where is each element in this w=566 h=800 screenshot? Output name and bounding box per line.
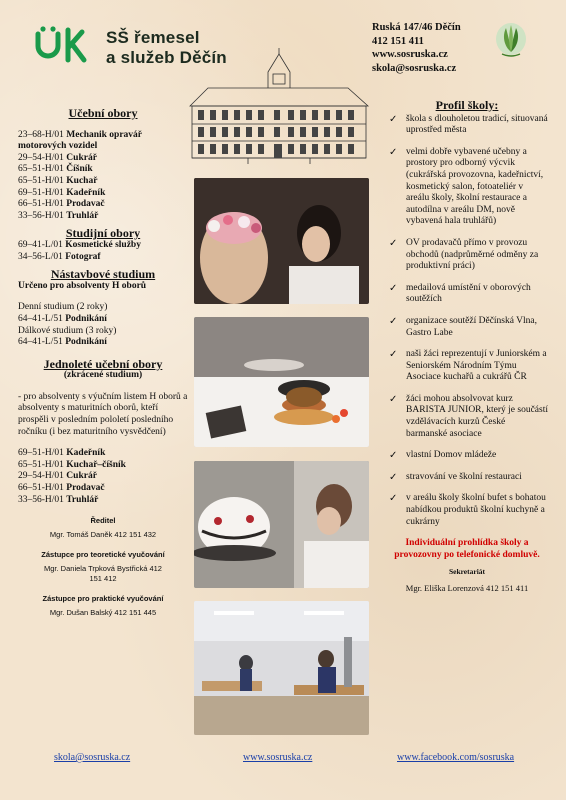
nastavbove-studium-heading: Nástavbové studium bbox=[50, 267, 156, 282]
list-item: 64–41-L/51 Podnikání bbox=[18, 337, 107, 348]
check-icon: ✓ bbox=[389, 146, 398, 158]
reditel-label: Ředitel bbox=[90, 516, 116, 526]
list-item: 64–41-L/51 Podnikání bbox=[18, 313, 107, 324]
check-icon: ✓ bbox=[389, 393, 398, 405]
list-item: ✓ organizace soutěží Děčínská Vlna, Gastro Labe bbox=[389, 315, 538, 338]
school-building-illustration bbox=[188, 48, 370, 164]
check-icon: ✓ bbox=[389, 349, 398, 361]
list-item: 69–51-H/01 Kadeřník bbox=[18, 187, 106, 198]
contact-block bbox=[372, 21, 461, 75]
su-logo-mark-icon bbox=[34, 26, 98, 66]
list-item: 69–41-L/01 Kosmetické služby bbox=[18, 239, 141, 250]
school-name-line2: a služeb Děčín bbox=[106, 48, 227, 67]
sekretariat-label: Sekretariát bbox=[448, 567, 486, 577]
web-link[interactable]: www.sosruska.cz bbox=[372, 49, 448, 60]
list-item: ✓ škola s dlouholetou tradicí, situovaná uprostřed města bbox=[389, 113, 548, 136]
list-item: 65–51-H/01 Kuchař–číšník bbox=[18, 459, 126, 470]
dalkove-studium: Dálkové studium (3 roky) bbox=[18, 325, 117, 336]
footer-email-link[interactable]: skola@sosruska.cz bbox=[54, 752, 131, 763]
list-item: ✓ velmi dobře vybavené učebny a prostory pro odborný výcvik (cukrářská provozovna, kadeřnictví, kosmetický salon, fotoateliér v areálu školy, školní restaurace a autodílna v areálu DM, nově vybavená hala truhlářů) bbox=[389, 146, 544, 227]
check-icon: ✓ bbox=[389, 282, 398, 294]
phone: 412 151 411 bbox=[372, 35, 424, 47]
check-icon: ✓ bbox=[389, 450, 398, 462]
reditel-contact: Mgr. Tomáš Daněk 412 151 432 bbox=[49, 530, 157, 540]
list-item: 69–51-H/01 Kadeřník bbox=[18, 448, 106, 459]
email-link[interactable]: skola@sosruska.cz bbox=[372, 62, 457, 74]
list-item: 33–56-H/01 Truhlář bbox=[18, 210, 99, 221]
photo-cosmetics bbox=[194, 178, 369, 304]
right-column bbox=[386, 100, 548, 593]
list-item: 23–68-H/01 Mechanik opravář motorových vozidel bbox=[18, 129, 143, 152]
list-item: ✓ stravování ve školní restauraci bbox=[389, 471, 522, 483]
tour-notice: Individuální prohlídka školy a provozovny po telefonické domluvě. bbox=[394, 538, 540, 560]
list-item: ✓ vlastní Domov mládeže bbox=[389, 450, 497, 462]
zastupce-teor-label: Zástupce pro teoretické vyučování bbox=[41, 550, 165, 560]
zastupce-prak-label: Zástupce pro praktické vyučování bbox=[42, 594, 164, 604]
jednolete-description: - pro absolventy s výučním listem H oborů a absolventy s maturitních oborů, kteří prospěli v posledním pololetí posledního ročníku (i bez maturitního vysvědčení) bbox=[18, 391, 188, 437]
left-column bbox=[18, 108, 188, 618]
school-name-line1: SŠ řemesel bbox=[106, 28, 200, 47]
studijni-obory-list bbox=[18, 240, 188, 263]
list-item: 66–51-H/01 Prodavač bbox=[18, 483, 105, 494]
check-icon: ✓ bbox=[389, 113, 398, 125]
check-icon: ✓ bbox=[389, 237, 398, 249]
photo-catering bbox=[194, 317, 369, 447]
zastupce-prak-contact: Mgr. Dušan Balský 412 151 445 bbox=[49, 608, 157, 618]
list-item: 65–51-H/01 Číšník bbox=[18, 164, 93, 175]
check-icon: ✓ bbox=[389, 315, 398, 327]
list-item: 34–56-L/01 Fotograf bbox=[18, 251, 101, 262]
jednolete-list bbox=[18, 448, 188, 506]
address: Ruská 147/46 Děčín bbox=[372, 22, 461, 33]
jednolete-heading: Jednoleté učební obory bbox=[43, 356, 163, 371]
list-item: ✓ žáci mohou absolvovat kurz BARISTA JUNIOR, který je součástí vzdělávacích kurzů České barmanské asociace bbox=[389, 393, 548, 439]
list-item: 66–51-H/01 Prodavač bbox=[18, 199, 105, 210]
list-item: 65–51-H/01 Kuchař bbox=[18, 175, 98, 186]
ucebni-obory-heading: Učební obory bbox=[68, 106, 138, 120]
list-item: ✓ OV prodavačů přímo v provozu obchodů (nadprůměrné odměny za produktivní práci) bbox=[389, 237, 539, 272]
list-item: 33–56-H/01 Truhlář bbox=[18, 494, 99, 505]
sekretariat-contact: Mgr. Eliška Lorenzová 412 151 411 bbox=[405, 583, 529, 594]
ucebni-obory-list bbox=[18, 130, 188, 223]
nastavbove-subtitle: Určeno pro absolventy H oborů bbox=[18, 280, 147, 291]
jednolete-subtitle: (zkrácené studium) bbox=[63, 370, 143, 381]
list-item: ✓ medailová umístění v oborových soutěžích bbox=[389, 282, 531, 305]
studijni-obory-heading: Studijní obory bbox=[65, 226, 141, 241]
footer-web-link[interactable]: www.sosruska.cz bbox=[243, 752, 313, 763]
denni-studium: Denní studium (2 roky) bbox=[18, 302, 108, 313]
zastupce-teor-contact: Mgr. Daniela Trpková Bystřická 412 151 412 bbox=[44, 564, 162, 584]
profil-skoly-heading: Profil školy: bbox=[435, 98, 499, 112]
footer-facebook-link[interactable]: www.facebook.com/sosruska bbox=[397, 752, 515, 763]
check-icon: ✓ bbox=[389, 471, 398, 483]
list-item: 29–54-H/01 Cukrář bbox=[18, 152, 97, 163]
emblem-icon bbox=[494, 22, 528, 60]
list-item: ✓ v areálu školy školní bufet s bohatou nabídkou produktů školní kuchyně a cukrárny bbox=[389, 493, 546, 527]
photo-confectionery bbox=[194, 461, 369, 588]
list-item: 29–54-H/01 Cukrář bbox=[18, 471, 97, 482]
list-item: ✓ naši žáci reprezentují v Juniorském a Seniorském Národním Týmu Asociace kuchařů a cukrářů ČR bbox=[389, 349, 547, 383]
photo-woodwork bbox=[194, 601, 369, 735]
check-icon: ✓ bbox=[389, 493, 398, 505]
